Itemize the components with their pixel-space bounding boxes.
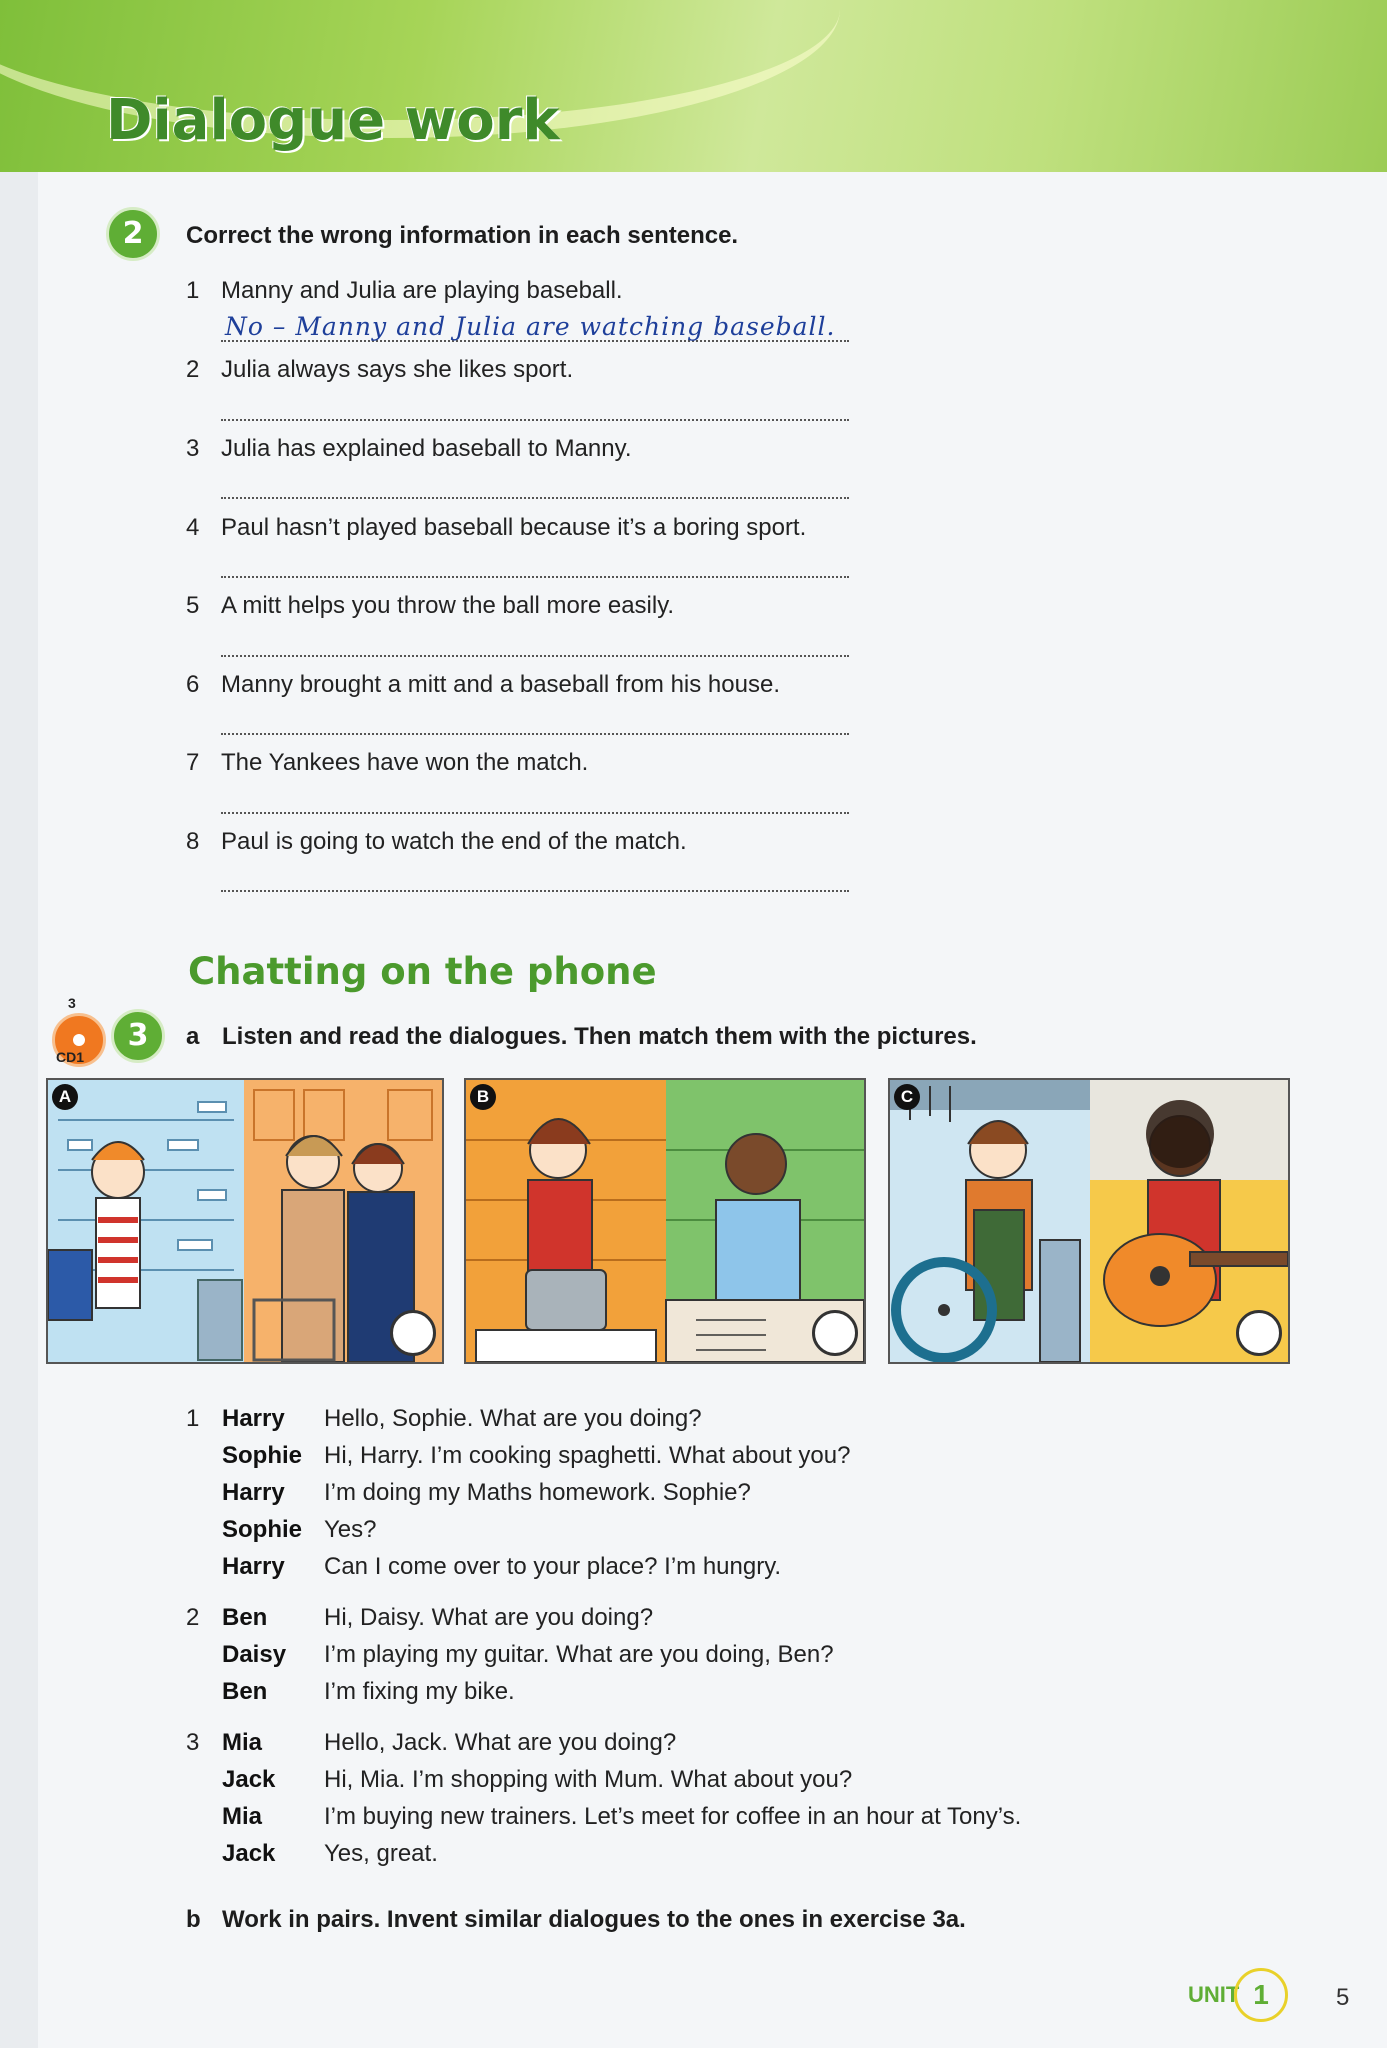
item-number: 1 bbox=[186, 277, 200, 304]
bike-guitar-illustration bbox=[890, 1080, 1288, 1362]
part-a-letter: a bbox=[186, 1023, 200, 1050]
exercise-3-badge: 3 bbox=[111, 1009, 165, 1063]
speaker-name: Mia bbox=[222, 1803, 263, 1830]
item-number: 3 bbox=[186, 435, 200, 462]
item-sentence: The Yankees have won the match. bbox=[221, 749, 589, 776]
cooking-homework-illustration bbox=[466, 1080, 864, 1362]
page-title: Dialogue work bbox=[106, 88, 560, 153]
exercise-2-instruction: Correct the wrong information in each sentence. bbox=[186, 222, 739, 249]
dialogue-number: 2 bbox=[186, 1604, 200, 1631]
picture-label: B bbox=[470, 1084, 496, 1110]
speaker-name: Jack bbox=[222, 1766, 276, 1793]
item-sentence: Manny brought a mitt and a baseball from his house. bbox=[221, 671, 780, 698]
answer-line[interactable] bbox=[221, 860, 849, 892]
answer-line[interactable] bbox=[221, 703, 849, 735]
speaker-name: Ben bbox=[222, 1604, 268, 1631]
picture-label: A bbox=[52, 1084, 78, 1110]
cd-label: CD1 bbox=[56, 1049, 85, 1065]
speaker-name: Harry bbox=[222, 1405, 285, 1432]
speaker-name: Harry bbox=[222, 1479, 285, 1506]
header-banner bbox=[0, 0, 1387, 172]
dialogue-line: I’m playing my guitar. What are you doing, Ben? bbox=[324, 1641, 834, 1668]
answer-circle[interactable] bbox=[1236, 1310, 1282, 1356]
answer-line[interactable] bbox=[221, 625, 849, 657]
dialogue-line: I’m doing my Maths homework. Sophie? bbox=[324, 1479, 751, 1506]
picture-b bbox=[464, 1078, 866, 1364]
speaker-name: Harry bbox=[222, 1553, 285, 1580]
dialogue-line: Hello, Sophie. What are you doing? bbox=[324, 1405, 702, 1432]
dialogue-line: I’m fixing my bike. bbox=[324, 1678, 515, 1705]
dialogue-number: 3 bbox=[186, 1729, 200, 1756]
dialogue-line: Can I come over to your place? I’m hungry. bbox=[324, 1553, 782, 1580]
item-sentence: Paul is going to watch the end of the match. bbox=[221, 828, 687, 855]
answer-line[interactable] bbox=[221, 546, 849, 578]
page-number: 5 bbox=[1336, 1984, 1350, 2011]
answer-circle[interactable] bbox=[390, 1310, 436, 1356]
part-b-instruction: Work in pairs. Invent similar dialogues to the ones in exercise 3a. bbox=[222, 1906, 966, 1933]
item-number: 6 bbox=[186, 671, 200, 698]
dialogue-line: Hi, Mia. I’m shopping with Mum. What about you? bbox=[324, 1766, 853, 1793]
answer-circle[interactable] bbox=[812, 1310, 858, 1356]
speaker-name: Daisy bbox=[222, 1641, 287, 1668]
page-edge bbox=[0, 0, 38, 2048]
dialogue-number: 1 bbox=[186, 1405, 200, 1432]
dialogue-line: Yes? bbox=[324, 1516, 377, 1543]
cd-track-number: 3 bbox=[68, 995, 76, 1011]
speaker-name: Mia bbox=[222, 1729, 263, 1756]
unit-number: 1 bbox=[1234, 1968, 1288, 2022]
speaker-name: Sophie bbox=[222, 1442, 303, 1469]
item-number: 2 bbox=[186, 356, 200, 383]
exercise-2-badge: 2 bbox=[106, 207, 160, 261]
part-b-letter: b bbox=[186, 1906, 201, 1933]
part-a-instruction: Listen and read the dialogues. Then match them with the pictures. bbox=[222, 1023, 977, 1050]
item-sentence: Julia always says she likes sport. bbox=[221, 356, 574, 383]
section-heading: Chatting on the phone bbox=[188, 950, 657, 993]
dialogue-line: Hi, Harry. I’m cooking spaghetti. What about you? bbox=[324, 1442, 851, 1469]
handwritten-answer: No – Manny and Julia are watching baseball. bbox=[225, 312, 836, 341]
item-sentence: Manny and Julia are playing baseball. bbox=[221, 277, 623, 304]
answer-line[interactable] bbox=[221, 782, 849, 814]
speaker-name: Sophie bbox=[222, 1516, 303, 1543]
shopping-illustration bbox=[48, 1080, 442, 1362]
picture-a bbox=[46, 1078, 444, 1364]
item-number: 5 bbox=[186, 592, 200, 619]
cd-icon bbox=[48, 995, 108, 1065]
speaker-name: Jack bbox=[222, 1840, 276, 1867]
dialogue-line: Hi, Daisy. What are you doing? bbox=[324, 1604, 654, 1631]
picture-c bbox=[888, 1078, 1290, 1364]
item-sentence: Julia has explained baseball to Manny. bbox=[221, 435, 632, 462]
dialogue-line: I’m buying new trainers. Let’s meet for coffee in an hour at Tony’s. bbox=[324, 1803, 1022, 1830]
dialogue-line: Yes, great. bbox=[324, 1840, 438, 1867]
item-number: 7 bbox=[186, 749, 200, 776]
dialogue-line: Hello, Jack. What are you doing? bbox=[324, 1729, 677, 1756]
picture-label: C bbox=[894, 1084, 920, 1110]
item-sentence: A mitt helps you throw the ball more easily. bbox=[221, 592, 675, 619]
speaker-name: Ben bbox=[222, 1678, 268, 1705]
item-number: 8 bbox=[186, 828, 200, 855]
answer-line[interactable] bbox=[221, 389, 849, 421]
answer-line[interactable] bbox=[221, 467, 849, 499]
item-number: 4 bbox=[186, 514, 200, 541]
unit-label: UNIT bbox=[1188, 1982, 1240, 2007]
item-sentence: Paul hasn’t played baseball because it’s a boring sport. bbox=[221, 514, 807, 541]
